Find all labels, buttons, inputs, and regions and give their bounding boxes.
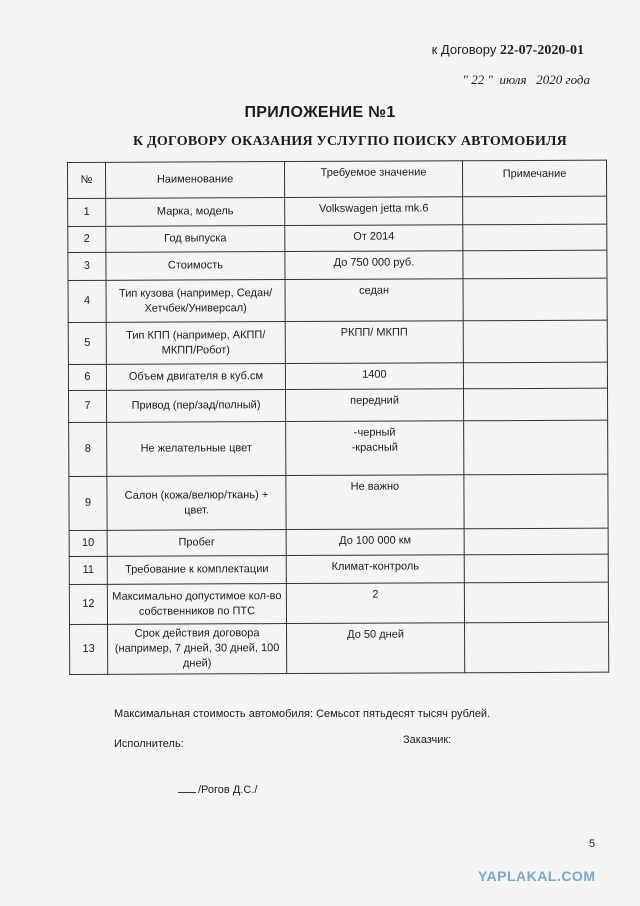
row-note <box>463 278 607 321</box>
row-note <box>463 196 607 225</box>
watermark: YAPLAKAL.COM <box>478 868 596 884</box>
row-num: 9 <box>69 476 107 530</box>
row-note <box>463 320 607 363</box>
row-num: 1 <box>68 198 106 226</box>
row-name: Требование к комплектации <box>107 556 286 585</box>
header-value: Требуемое значение <box>285 161 463 198</box>
row-num: 3 <box>68 252 106 280</box>
table-row <box>68 196 607 226</box>
row-num: 5 <box>68 322 106 364</box>
row-name: Срок действия договора (например, 7 дней, 30 дней, 100 дней) <box>108 624 287 675</box>
row-value: До 750 000 руб. <box>285 251 463 280</box>
row-name: Марка, модель <box>106 198 285 227</box>
row-name: Не желательные цвет <box>107 422 286 477</box>
row-name: Стоимость <box>106 252 285 281</box>
contract-date: " 22 " июля 2020 года <box>462 72 590 87</box>
customer-label: Заказчик: <box>403 734 452 746</box>
row-note <box>464 474 608 529</box>
row-name: Тип кузова (например, Седан/Хетчбек/Универсал) <box>106 280 285 323</box>
row-note <box>464 420 608 475</box>
row-num: 11 <box>69 556 107 584</box>
row-value: До 100 000 км <box>286 529 464 556</box>
row-num: 8 <box>69 422 107 476</box>
row-name: Салон (кожа/велюр/ткань) + цвет. <box>107 476 286 531</box>
contract-number: 22-07-2020-01 <box>500 43 584 58</box>
row-value: Volkswagen jetta mk.6 <box>285 197 463 226</box>
header-num: № <box>68 162 106 198</box>
contract-ref-prefix: к Договору <box>431 42 497 57</box>
row-note <box>465 622 609 673</box>
row-value: 2 <box>286 583 464 624</box>
row-value: Не важно <box>286 475 464 530</box>
table-row <box>69 474 608 530</box>
row-name: Привод (пер/зад/полный) <box>106 390 285 423</box>
row-note <box>463 388 607 421</box>
row-num: 2 <box>68 226 106 252</box>
row-value: седан <box>285 279 463 322</box>
header-note: Примечание <box>462 160 606 197</box>
table-row <box>68 224 607 252</box>
row-note <box>463 362 607 389</box>
table-row <box>69 420 608 476</box>
page-title: ПРИЛОЖЕНИЕ №1 <box>244 104 396 121</box>
header-name: Наименование <box>106 162 285 199</box>
row-name: Объем двигателя в куб.см <box>106 364 285 391</box>
executor-label: Исполнитель: <box>114 738 184 750</box>
table-row <box>68 250 607 280</box>
row-note <box>464 582 608 623</box>
page-number: 5 <box>589 838 596 850</box>
table-row <box>69 582 608 624</box>
row-note <box>463 250 607 279</box>
row-name: Год выпуска <box>106 226 285 253</box>
row-num: 6 <box>68 364 106 390</box>
row-name: Пробег <box>107 530 286 557</box>
table-row <box>70 622 609 674</box>
row-value: 1400 <box>285 363 463 390</box>
row-name: Максимально допустимое кол-во собственников по ПТС <box>107 584 286 625</box>
table-row <box>69 528 608 556</box>
row-name: Тип КПП (например, АКПП/МКПП/Робот) <box>106 322 285 365</box>
table-row <box>69 554 608 584</box>
row-value: -черный -красный <box>286 421 464 476</box>
table-row <box>68 388 607 422</box>
row-value: Климат-контроль <box>286 555 464 584</box>
row-num: 12 <box>69 584 107 624</box>
table-row <box>68 278 607 322</box>
table-row <box>68 320 607 364</box>
executor-name: /Рогов Д.С./ <box>198 784 258 796</box>
executor-signature <box>178 784 257 796</box>
row-note <box>463 224 607 251</box>
row-num: 10 <box>69 530 107 556</box>
table-header-row <box>68 160 607 198</box>
requirements-table <box>67 160 609 675</box>
row-note <box>464 554 608 583</box>
row-num: 4 <box>68 280 106 322</box>
row-value: От 2014 <box>285 225 463 252</box>
row-value: передний <box>285 389 463 422</box>
row-value: До 50 дней <box>287 623 465 674</box>
page-subtitle: К ДОГОВОРУ ОКАЗАНИЯ УСЛУГПО ПОИСКУ АВТОМОБИЛЯ <box>133 134 567 149</box>
row-num: 13 <box>70 624 108 674</box>
signature-mark <box>178 792 196 793</box>
row-value: РКПП/ МКПП <box>285 321 463 364</box>
row-note <box>464 528 608 555</box>
table-row <box>68 362 607 390</box>
max-cost-text: Максимальная стоимость автомобиля: Семьсот пятьдесят тысяч рублей. <box>114 708 491 720</box>
contract-reference <box>432 42 584 59</box>
row-num: 7 <box>68 390 106 422</box>
